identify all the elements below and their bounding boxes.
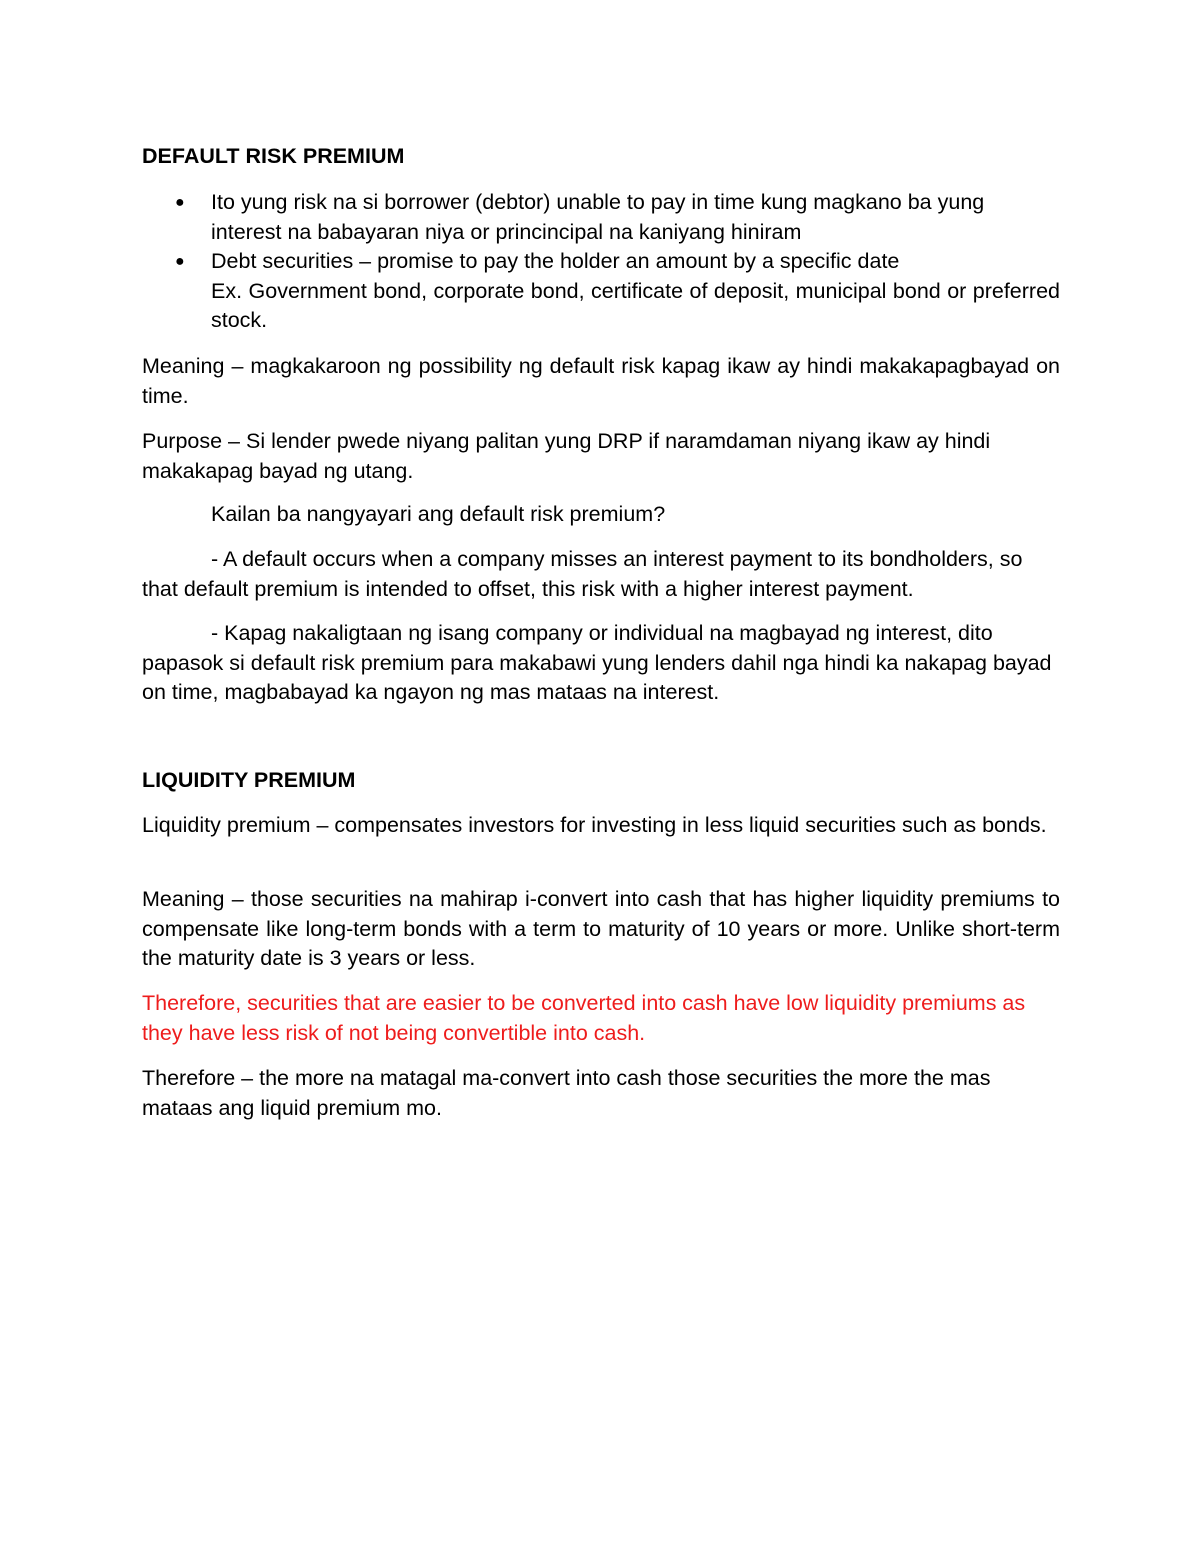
section-heading-liquidity: LIQUIDITY PREMIUM [142, 768, 356, 792]
meaning-paragraph: Meaning – magkakaroon ng possibility ng default risk kapag ikaw ay hindi makakapagbayad on time. [142, 354, 1060, 408]
meaning-paragraph: Meaning – those securities na mahirap i-convert into cash that has higher liquidity premiums to compensate like long-term bonds with a term to maturity of 10 years or more. Unlike short-term the maturity date is 3 years or less. [142, 887, 1060, 970]
answer-paragraph: - A default occurs when a company misses an interest payment to its bondholders, so that default premium is intended to offset, this risk with a higher interest payment. [142, 547, 1023, 601]
purpose-paragraph: Purpose – Si lender pwede niyang palitan yung DRP if naramdaman niyang ikaw ay hindi makakapag bayad ng utang. [142, 429, 991, 483]
emphasis-paragraph: Therefore, securities that are easier to be converted into cash have low liquidity premiums as they have less risk of not being convertible into cash. [142, 991, 1026, 1045]
bullet-text: Debt securities – promise to pay the holder an amount by a specific date [211, 249, 900, 273]
answer-paragraph: - Kapag nakaligtaan ng isang company or individual na magbayad ng interest, dito papasok si default risk premium para makabawi yung lenders dahil nga hindi ka nakapag bayad on time, magbabayad ka ngayon ng mas mataas na interest. [142, 621, 1052, 704]
bullet-list [142, 188, 1060, 336]
question-paragraph: Kailan ba nangyayari ang default risk premium? [211, 502, 666, 526]
section-heading-default-risk: DEFAULT RISK PREMIUM [142, 144, 405, 168]
bullet-example-text: Ex. Government bond, corporate bond, certificate of deposit, municipal bond or preferred stock. [211, 278, 1060, 332]
conclusion-paragraph: Therefore – the more na matagal ma-convert into cash those securities the more the mas mataas ang liquid premium mo. [142, 1066, 991, 1120]
bullet-icon: ● [175, 253, 185, 270]
list-item [142, 247, 1060, 336]
document-page [142, 0, 1060, 1553]
bullet-icon: ● [175, 194, 185, 211]
definition-paragraph: Liquidity premium – compensates investors for investing in less liquid securities such as bonds. [142, 813, 1047, 837]
bullet-text: Ito yung risk na si borrower (debtor) unable to pay in time kung magkano ba yung interest na babayaran niya or princincipal na kaniyang hiniram [211, 190, 985, 244]
list-item [142, 188, 1060, 247]
